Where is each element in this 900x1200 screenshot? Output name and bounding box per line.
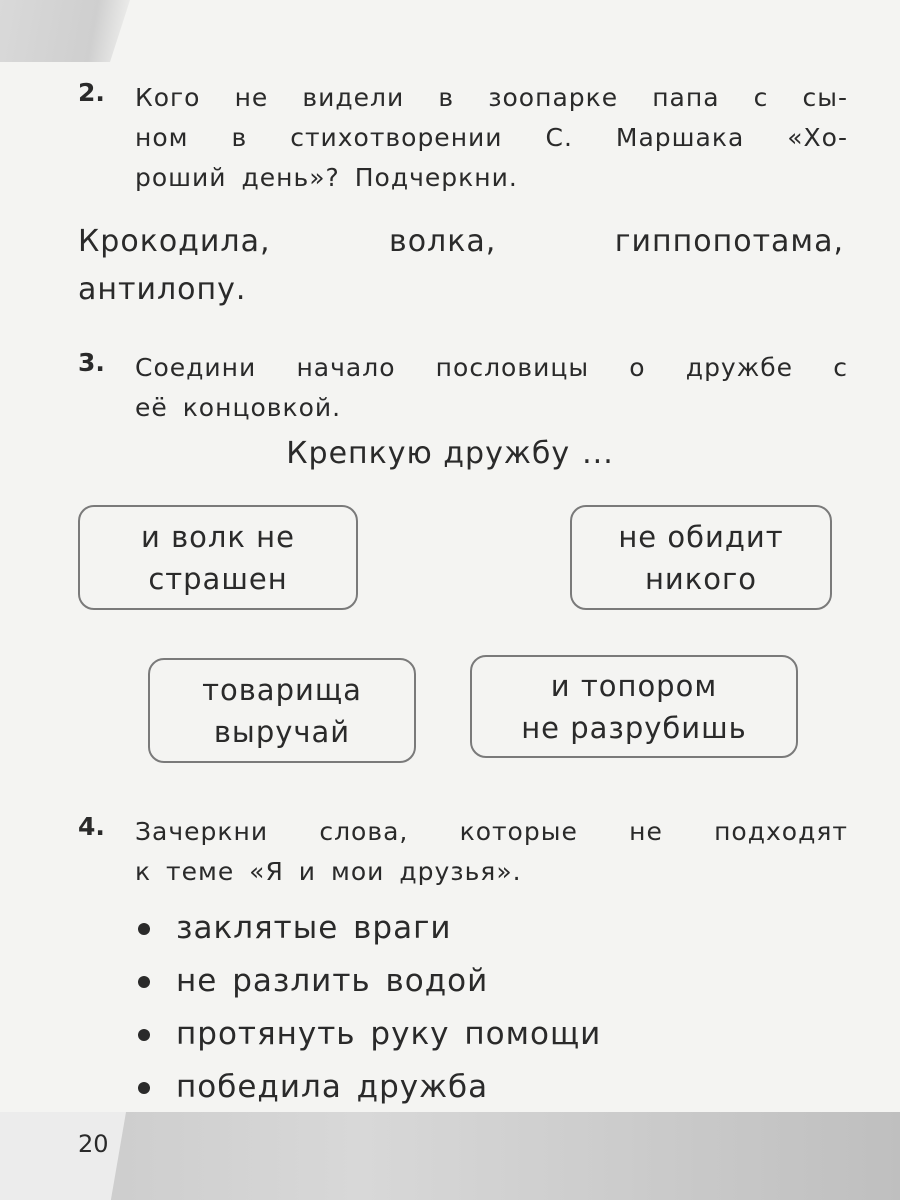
proverb-option-line: выручай	[213, 714, 351, 749]
bullet-icon	[138, 976, 150, 988]
proverb-start	[0, 436, 900, 471]
list-item[interactable]	[130, 1008, 601, 1061]
list-item-text: заклятые враги	[176, 910, 452, 946]
task-4-text	[135, 812, 848, 892]
task-2-line: Кого не видели в зоопарке папа с сы-	[135, 83, 848, 112]
task-4	[78, 812, 848, 892]
proverb-option-line: не разрубишь	[521, 710, 747, 745]
list-item[interactable]	[130, 902, 601, 955]
proverb-ellipsis: ...	[582, 436, 614, 471]
proverb-option-box[interactable]	[78, 505, 358, 610]
task-2-answer-line[interactable]: антилопу.	[78, 272, 247, 307]
list-item-text: победила дружба	[176, 1069, 489, 1105]
proverb-option-box[interactable]	[570, 505, 832, 610]
proverb-option-line: товарища	[202, 672, 362, 707]
task-4-list	[130, 902, 601, 1114]
task-4-number: 4.	[78, 812, 105, 841]
task-3-line: Соедини начало пословицы о дружбе с	[135, 353, 848, 382]
task-3-text	[135, 348, 848, 428]
task-2-number: 2.	[78, 78, 105, 107]
task-2-answer-line[interactable]: Крокодила, волка, гиппопотама,	[78, 224, 844, 259]
task-2-line: ном в стихотворении С. Маршака «Хо-	[135, 123, 848, 152]
task-3-line: её концовкой.	[135, 393, 342, 422]
list-item-text: протянуть руку помощи	[176, 1016, 602, 1052]
task-2	[78, 78, 848, 198]
task-4-line: Зачеркни слова, которые не подходят	[135, 817, 848, 846]
bullet-icon	[138, 1082, 150, 1094]
proverb-start-text: Крепкую дружбу	[286, 436, 571, 471]
corner-decoration	[0, 0, 130, 62]
bullet-icon	[138, 923, 150, 935]
list-item[interactable]	[130, 1061, 601, 1114]
proverb-option-box[interactable]	[148, 658, 416, 763]
task-4-line: к теме «Я и мои друзья».	[135, 857, 522, 886]
list-item[interactable]	[130, 955, 601, 1008]
proverb-option-line: не обидит	[618, 519, 784, 554]
task-3	[78, 348, 848, 428]
task-2-line: роший день»? Подчеркни.	[135, 163, 518, 192]
list-item-text: не разлить водой	[176, 963, 489, 999]
proverb-option-line: и топором	[550, 668, 718, 703]
bullet-icon	[138, 1029, 150, 1041]
task-3-number: 3.	[78, 348, 105, 377]
bottom-band	[0, 1112, 900, 1200]
task-2-text	[135, 78, 848, 198]
proverb-option-box[interactable]	[470, 655, 798, 758]
proverb-option-line: страшен	[148, 561, 288, 596]
page-number: 20	[78, 1130, 109, 1158]
task-2-answer[interactable]	[78, 218, 844, 314]
proverb-option-line: и волк не	[141, 519, 295, 554]
proverb-option-line: никого	[644, 561, 758, 596]
